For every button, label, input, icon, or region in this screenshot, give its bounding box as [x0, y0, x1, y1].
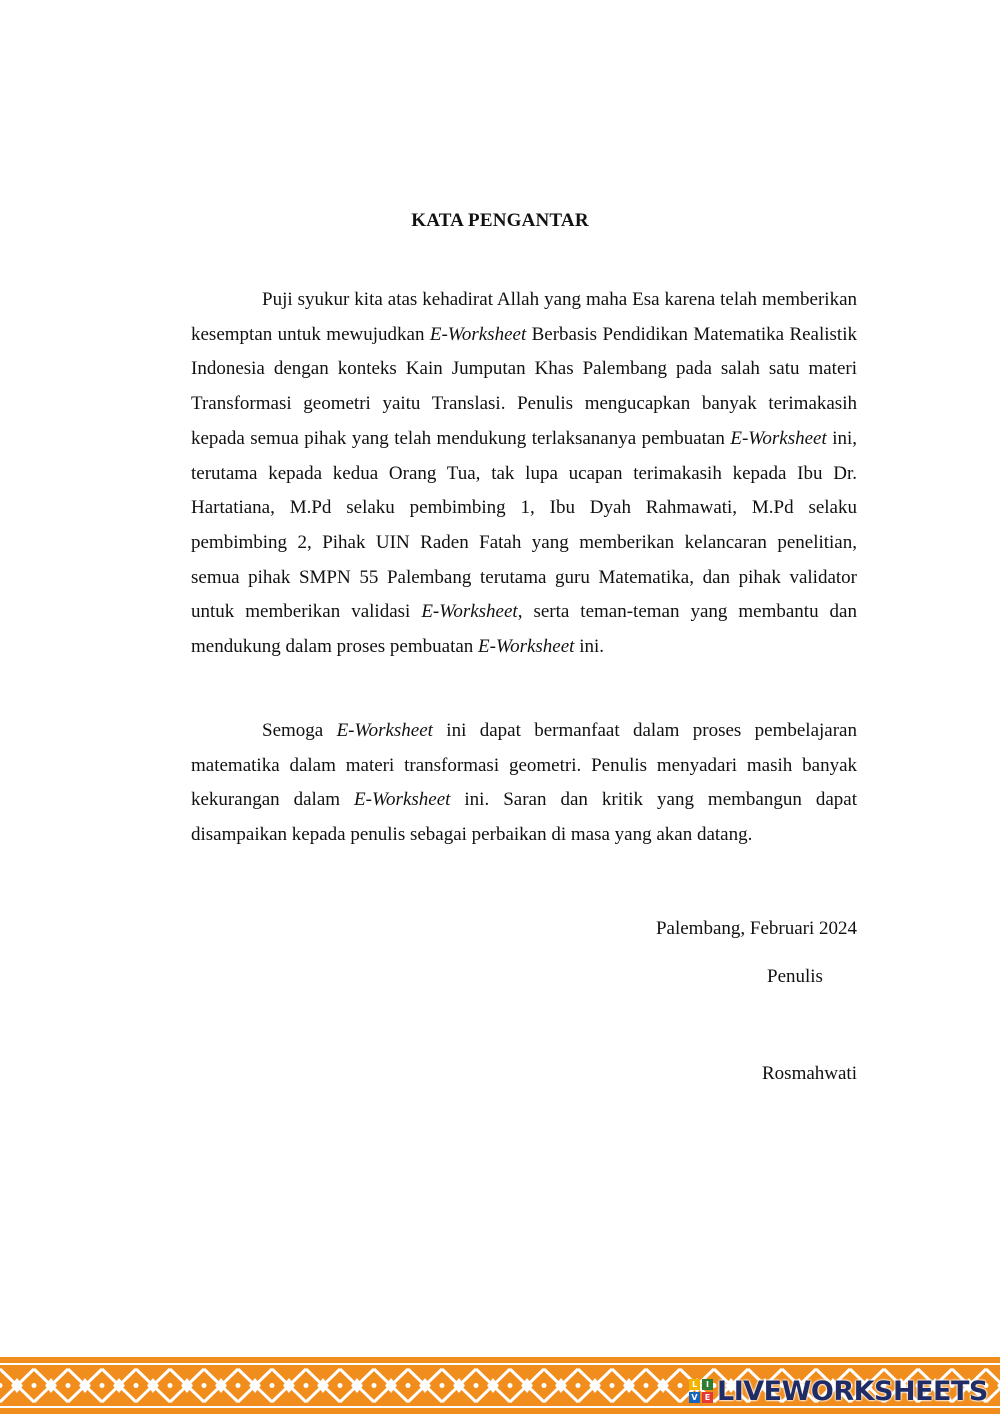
paragraph-1 — [191, 283, 857, 665]
italic-term: E-Worksheet — [478, 636, 575, 658]
pattern-dot — [440, 1383, 445, 1388]
text-run: , serta teman-teman yang membantu dan mendukung dalam proses pembuatan — [191, 601, 857, 658]
pattern-dot — [576, 1383, 581, 1388]
pattern-dot — [32, 1383, 37, 1388]
logo-tile: I — [702, 1379, 713, 1390]
paragraph-1-text — [191, 289, 857, 657]
pattern-dot — [270, 1383, 275, 1388]
liveworksheets-logo[interactable] — [689, 1374, 988, 1408]
text-run: ini, terutama kepada kedua Orang Tua, tak lupa ucapan terimakasih kepada Ibu Dr. Hartatiana, M.Pd selaku pembimbing 1, Ibu Dyah Rahmawati, M.Pd selaku pembimbing 2, Pihak UIN Raden Fatah yang memberikan kelancaran penelitian, semua pihak SMPN 55 Palembang terutama guru Matematika, dan pihak validator untuk memberikan validasi — [191, 427, 858, 623]
pattern-dot — [474, 1383, 479, 1388]
author-name: Rosmahwati — [762, 1063, 857, 1084]
pattern-dot — [100, 1383, 105, 1388]
text-run: Berbasis Pendidikan Matematika Realistik Indonesia dengan konteks Kain Jumputan Khas Palembang pada salah satu materi Transformasi geometri yaitu Translasi. Penulis mengucapkan banyak terimakasih kepada semua pihak yang telah mendukung terlaksananya pembuatan — [191, 323, 857, 449]
page-title: KATA PENGANTAR — [411, 210, 589, 231]
pattern-dot — [644, 1383, 649, 1388]
pattern-dot — [678, 1383, 683, 1388]
logo-mark-icon — [689, 1379, 713, 1403]
italic-term: E-Worksheet — [429, 323, 527, 345]
pattern-dot — [542, 1383, 547, 1388]
pattern-dot — [372, 1383, 377, 1388]
pattern-dot — [168, 1383, 173, 1388]
pattern-dot — [508, 1383, 513, 1388]
pattern-dot — [304, 1383, 309, 1388]
text-run: ini. Saran dan kritik yang membangun dapat disampaikan kepada penulis sebagai perbaikan di masa yang akan datang. — [191, 789, 857, 846]
text-run: ini. — [574, 636, 604, 658]
logo-tile: L — [689, 1379, 700, 1390]
italic-term: E-Worksheet — [336, 720, 433, 741]
pattern-dot — [338, 1383, 343, 1388]
text-run: Puji syukur kita atas kehadirat Allah yang maha Esa karena telah memberikan kesemptan untuk mewujudkan — [191, 289, 857, 345]
band-stripe-top — [0, 1363, 1000, 1365]
pattern-dot — [610, 1383, 615, 1388]
pattern-dot — [236, 1383, 241, 1388]
logo-tile: E — [702, 1392, 713, 1403]
place-date: Palembang, Februari 2024 — [655, 918, 857, 939]
pattern-dot — [134, 1383, 139, 1388]
logo-text: LIVEWORKSHEETS — [717, 1375, 988, 1407]
pattern-dot — [66, 1383, 71, 1388]
logo-tile: V — [689, 1392, 700, 1403]
paragraph-2-text — [191, 720, 857, 845]
pattern-dot — [406, 1383, 411, 1388]
signature-role: Penulis — [767, 966, 823, 987]
pattern-dot — [202, 1383, 207, 1388]
italic-term: E-Worksheet — [354, 789, 451, 811]
italic-term: E-Worksheet — [421, 601, 518, 623]
italic-term: E-Worksheet — [730, 427, 827, 449]
pattern-dot — [0, 1383, 3, 1388]
paragraph-2 — [191, 714, 857, 853]
text-run: ini dapat bermanfaat dalam proses pembelajaran matematika dalam materi transformasi geometri. Penulis menyadari masih banyak kekurangan dalam — [191, 720, 857, 811]
text-run: Semoga — [262, 720, 337, 741]
